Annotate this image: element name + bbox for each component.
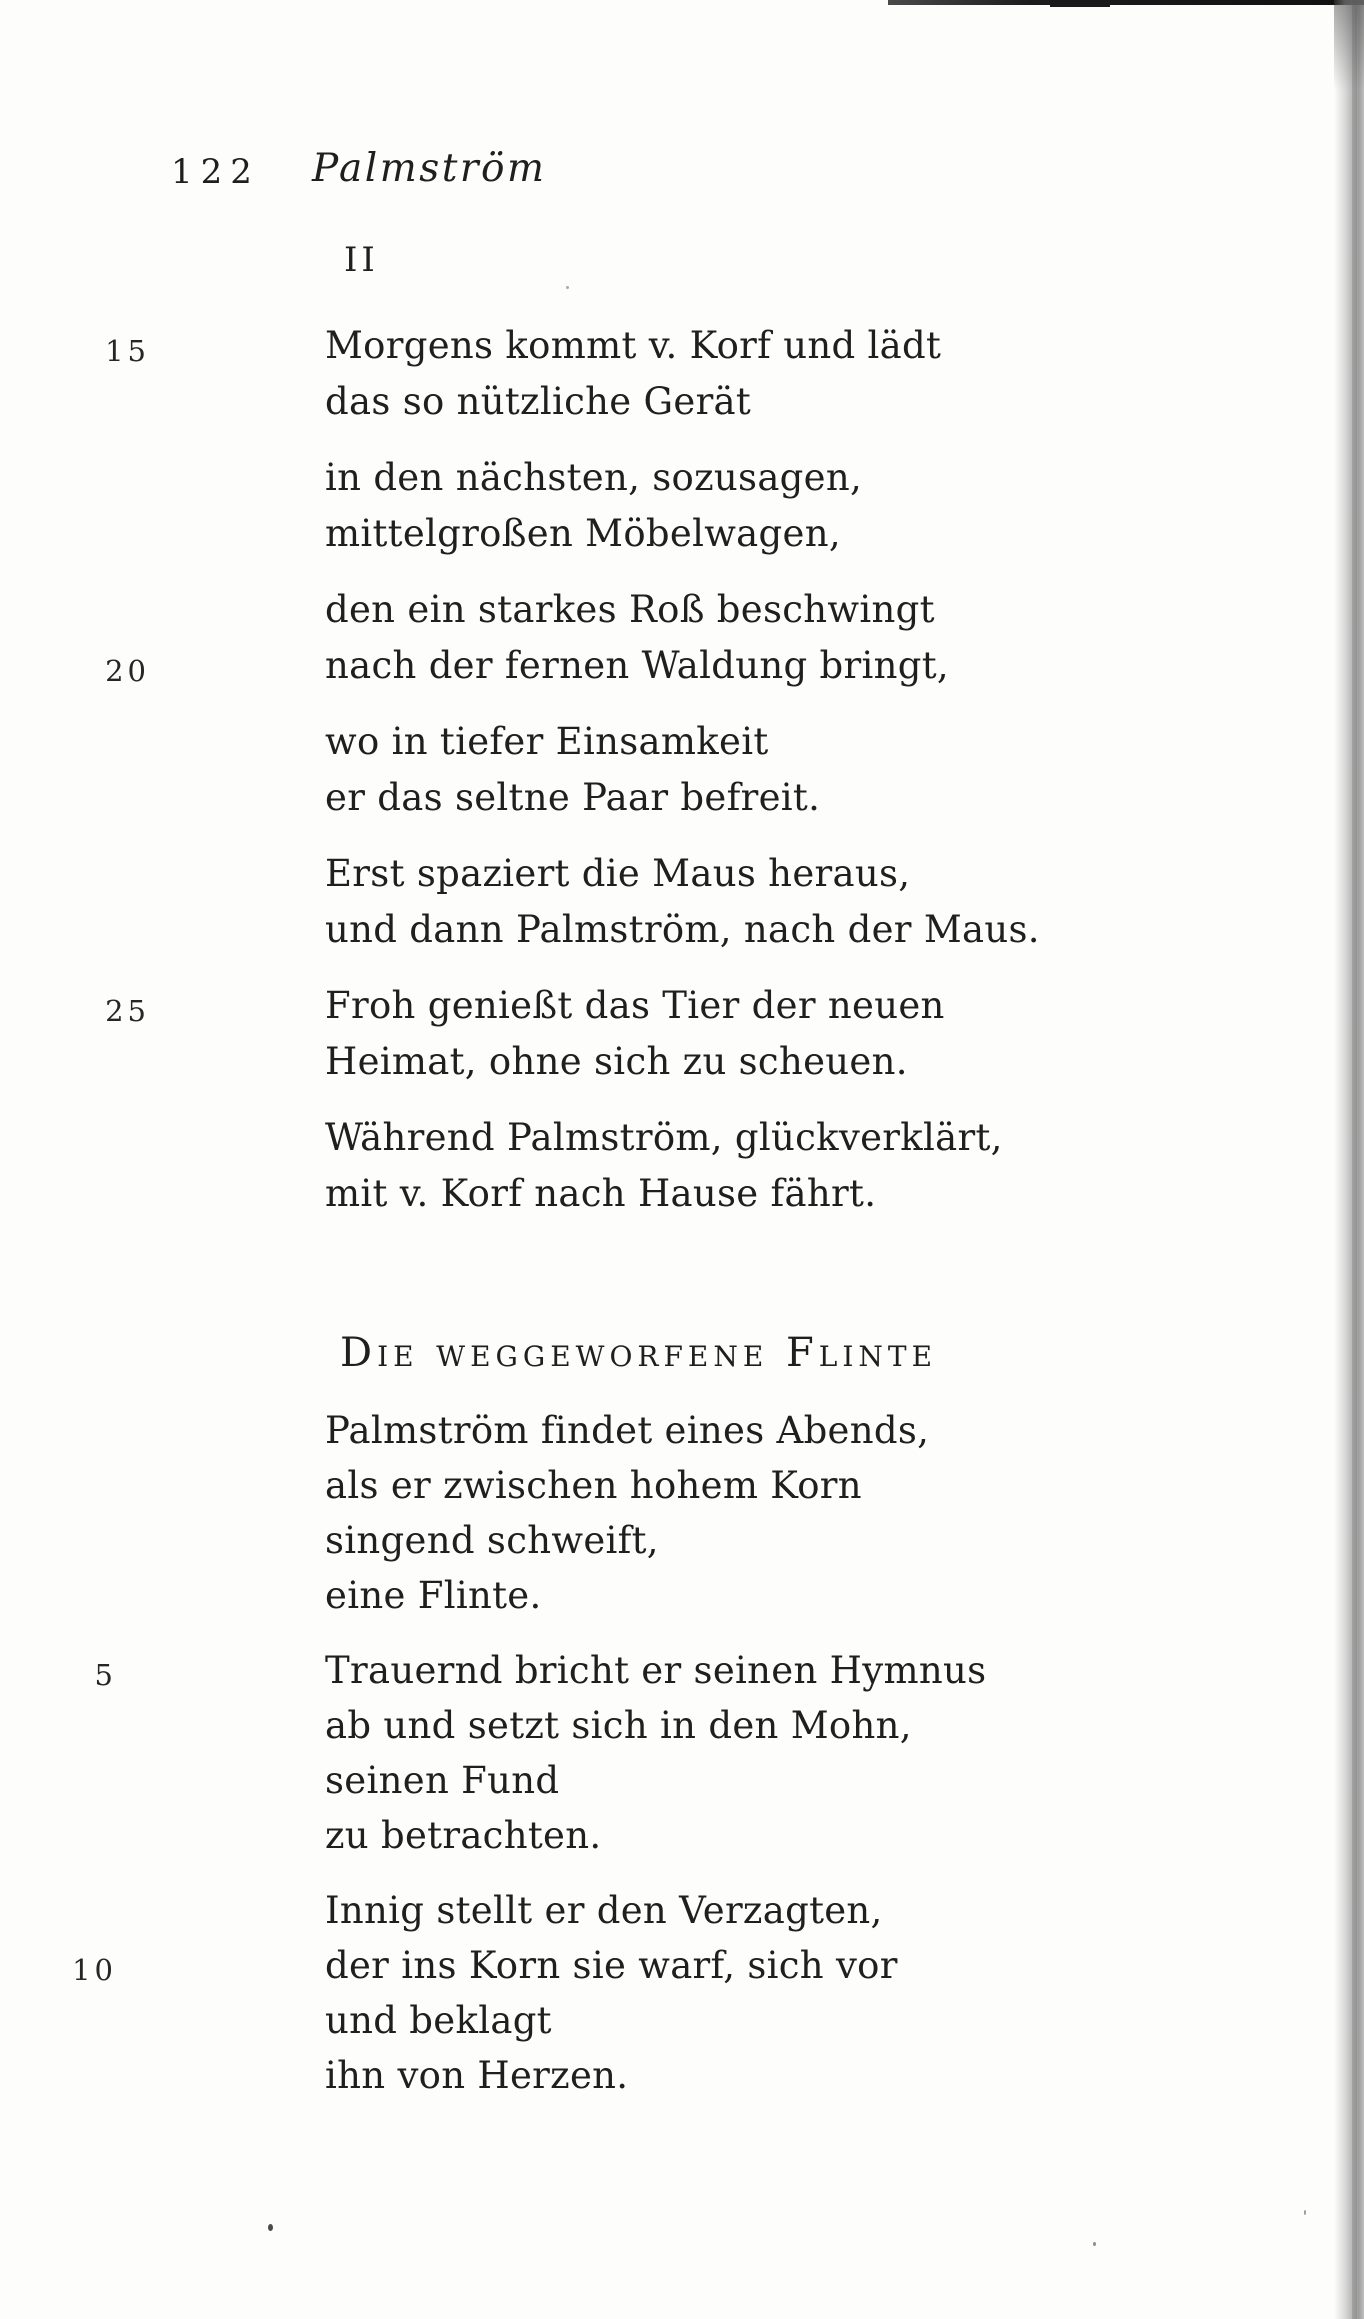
- poem-line: [105, 638, 1040, 694]
- poem-line: [325, 1698, 986, 1753]
- poem-line: [325, 1753, 986, 1808]
- stanza: [72, 1883, 986, 2103]
- poem-line: [325, 1458, 986, 1513]
- stanza: [325, 450, 1040, 562]
- scan-speck: [1304, 2210, 1306, 2215]
- poem-line: [72, 1938, 986, 1993]
- poem-line: [325, 506, 1040, 562]
- poem-line-text: er das seltne Paar befreit.: [325, 776, 821, 819]
- poem-line: [325, 714, 1040, 770]
- poem-line: [325, 1883, 986, 1938]
- scan-gutter-stripe: [1352, 0, 1357, 2319]
- poem-line: [325, 374, 1040, 430]
- section-number: II: [344, 240, 379, 280]
- poem-flinte: [72, 1403, 987, 2123]
- poem-line-text: Innig stellt er den Verzagten,: [325, 1889, 883, 1932]
- poem-line-text: und dann Palmström, nach der Maus.: [325, 908, 1040, 951]
- poem-line-text: zu betrachten.: [325, 1814, 602, 1857]
- stanza: [105, 582, 1040, 694]
- poem-ii: [105, 318, 1040, 1242]
- poem-line-text: ihn von Herzen.: [325, 2054, 629, 2097]
- margin-line-number: 15: [105, 334, 150, 368]
- poem-line-text: wo in tiefer Einsamkeit: [325, 720, 769, 763]
- poem-line-text: Erst spaziert die Maus heraus,: [325, 852, 911, 895]
- page-number: 122: [171, 152, 260, 192]
- stanza: [94, 1643, 987, 1863]
- poem-line-text: als er zwischen hohem Korn: [325, 1464, 862, 1507]
- poem-line-text: Trauernd bricht er seinen Hymnus: [325, 1649, 987, 1692]
- poem-line: [325, 1513, 986, 1568]
- scan-speck: [566, 286, 569, 289]
- poem-line-text: der ins Korn sie warf, sich vor: [325, 1944, 898, 1987]
- stanza: [325, 846, 1040, 958]
- poem-line-text: das so nützliche Gerät: [325, 380, 752, 423]
- poem-line-text: Palmström findet eines Abends,: [325, 1409, 930, 1452]
- poem-line-text: Froh genießt das Tier der neuen: [325, 984, 945, 1027]
- scan-top-edge-shadow: [888, 0, 1364, 5]
- poem-line-text: mittelgroßen Möbelwagen,: [325, 512, 841, 555]
- poem-line: [325, 1034, 1040, 1090]
- stanza: [325, 1403, 986, 1623]
- poem-line-text: singend schweift,: [325, 1519, 659, 1562]
- poem-line: [325, 1166, 1040, 1222]
- poem-line: [325, 450, 1040, 506]
- poem-line: [325, 1808, 986, 1863]
- poem-line-text: eine Flinte.: [325, 1574, 542, 1617]
- poem-line-text: mit v. Korf nach Hause fährt.: [325, 1172, 877, 1215]
- stanza: [105, 978, 1040, 1090]
- poem-line: [325, 902, 1040, 958]
- scan-gutter-top-shade: [1334, 0, 1364, 90]
- poem-line-text: und beklagt: [325, 1999, 552, 2042]
- poem-line: [325, 2048, 986, 2103]
- poem-line-text: ab und setzt sich in den Mohn,: [325, 1704, 912, 1747]
- scan-speck: [268, 2224, 273, 2231]
- scan-speck: [1093, 2242, 1096, 2246]
- poem-line-text: in den nächsten, sozusagen,: [325, 456, 863, 499]
- poem-line-text: Morgens kommt v. Korf und lädt: [325, 324, 942, 367]
- scan-gutter-shadow: [1334, 0, 1364, 2319]
- poem-line: [325, 1993, 986, 2048]
- poem-line: [325, 770, 1040, 826]
- poem-line: [325, 1110, 1040, 1166]
- poem-line: [325, 846, 1040, 902]
- poem-line-text: Während Palmström, glückverklärt,: [325, 1116, 1003, 1159]
- stanza: [105, 318, 1040, 430]
- poem-line-text: nach der fernen Waldung bringt,: [325, 644, 949, 687]
- running-head: Palmström: [312, 146, 547, 191]
- poem-title: Die weggeworfene Flinte: [340, 1330, 938, 1376]
- margin-line-number: 5: [94, 1658, 117, 1692]
- scan-top-edge-notch: [1050, 0, 1110, 7]
- poem-line-text: seinen Fund: [325, 1759, 560, 1802]
- stanza: [325, 1110, 1040, 1222]
- poem-line: [94, 1643, 987, 1698]
- poem-line: [105, 978, 1040, 1034]
- stanza: [325, 714, 1040, 826]
- margin-line-number: 10: [72, 1953, 117, 1987]
- margin-line-number: 20: [105, 654, 150, 688]
- poem-line-text: den ein starkes Roß beschwingt: [325, 588, 935, 631]
- poem-line: [325, 1403, 986, 1458]
- margin-line-number: 25: [105, 994, 150, 1028]
- poem-line-text: Heimat, ohne sich zu scheuen.: [325, 1040, 908, 1083]
- poem-line: [325, 1568, 986, 1623]
- poem-line: [105, 318, 1040, 374]
- poem-line: [325, 582, 1040, 638]
